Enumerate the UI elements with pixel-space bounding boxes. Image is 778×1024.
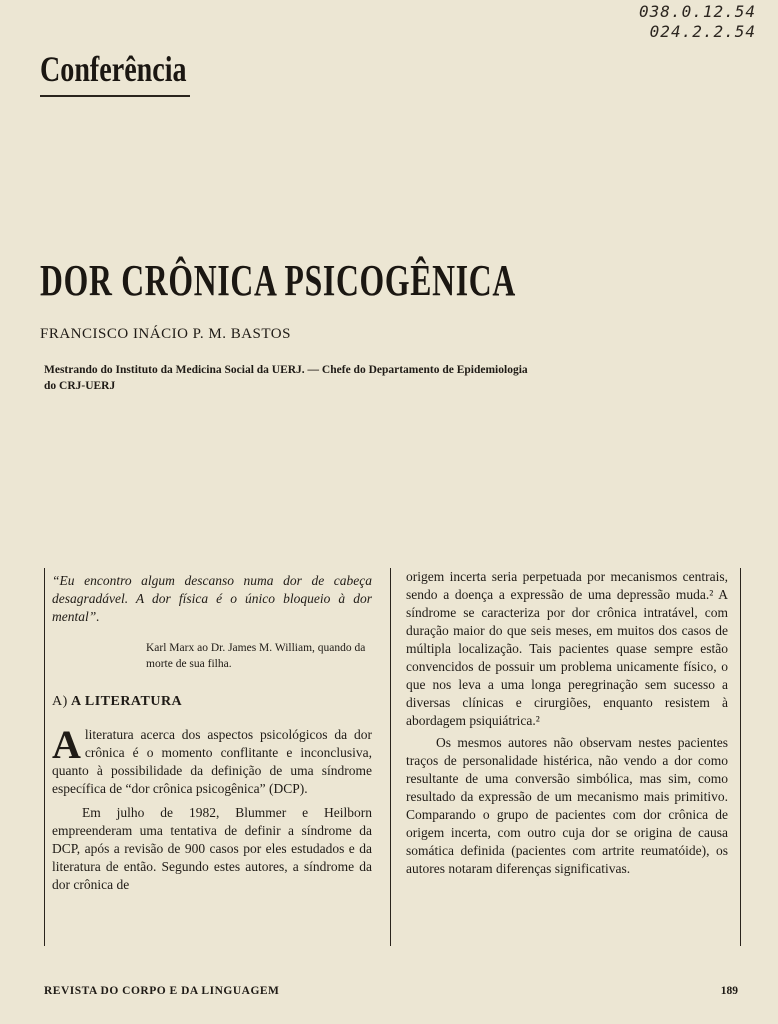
right-column-rule (740, 568, 741, 946)
section-heading-text: A LITERATURA (71, 694, 183, 709)
left-column (52, 568, 372, 896)
article-title: DOR CRÔNICA PSICOGÊNICA (40, 256, 516, 305)
paragraph: origem incerta seria perpetuada por mecanismos centrais, sendo a doença a expressão de uma depressão muda.² A síndrome se caracteriza por dor crônica intratável, com duração maior do que seis meses, em muitos dos casos de múltipla localização. Tais pacientes quase sempre estão convencidos de possuir um problema unicamente físico, o que nos leva a uma longa peregrinação sem sucesso a diversas clínicas e cirurgiões, enquanto resistem à abordagem psiquiátrica.² (406, 569, 728, 728)
author-affiliation: Mestrando do Instituto da Medicina Social da UERJ. — Chefe do Departamento de Epidemiologia do CRJ-UERJ (44, 364, 528, 392)
middle-column-rule (390, 568, 391, 946)
journal-footer: REVISTA DO CORPO E DA LINGUAGEM (44, 985, 280, 997)
section-underline (40, 95, 190, 97)
epigraph-quote: “Eu encontro algum descanso numa dor de cabeça desagradável. A dor física é o único bloqueio à dor mental”. (52, 573, 372, 624)
section-heading (52, 694, 372, 710)
paragraph-text: literatura acerca dos aspectos psicológicos da dor crônica é o momento conflitante e inconclusiva, quanto à possibilidade da definição de uma síndrome específica de “dor crônica psicogênica” (DCP). (52, 727, 372, 796)
drop-cap: A (52, 722, 81, 767)
page-number: 189 (720, 985, 738, 997)
paragraph (52, 722, 372, 798)
epigraph-attribution: Karl Marx ao Dr. James M. William, quando da morte de sua filha. (146, 642, 366, 670)
handwritten-line-2: 024.2.2.54 (649, 22, 756, 41)
paragraph: Em julho de 1982, Blummer e Heilborn empreenderam uma tentativa de definir a síndrome da DCP, após a revisão de 900 casos por eles estudados e da literatura de então. Segundo estes autores, a síndrome da dor crônica de (52, 805, 372, 892)
section-heading-number: A) (52, 694, 68, 709)
handwritten-line-1: 038.0.12.54 (639, 2, 756, 21)
left-column-rule (44, 568, 45, 946)
paragraph: Os mesmos autores não observam nestes pacientes traços de personalidade histérica, não vendo a dor como resultante de uma conversão simbólica, mas sim, como resultado da expressão de um mecanismo mais primitivo. Comparando o grupo de pacientes com dor crônica de origem incerta, com outro cuja dor se origina de causa somática definida (pacientes com artrite reumatóide), os autores notaram diferenças significativas. (406, 735, 728, 876)
right-column (406, 568, 728, 880)
author-name: FRANCISCO INÁCIO P. M. BASTOS (40, 326, 291, 342)
section-label: Conferência (40, 49, 187, 89)
handwritten-annotation (639, 2, 756, 42)
